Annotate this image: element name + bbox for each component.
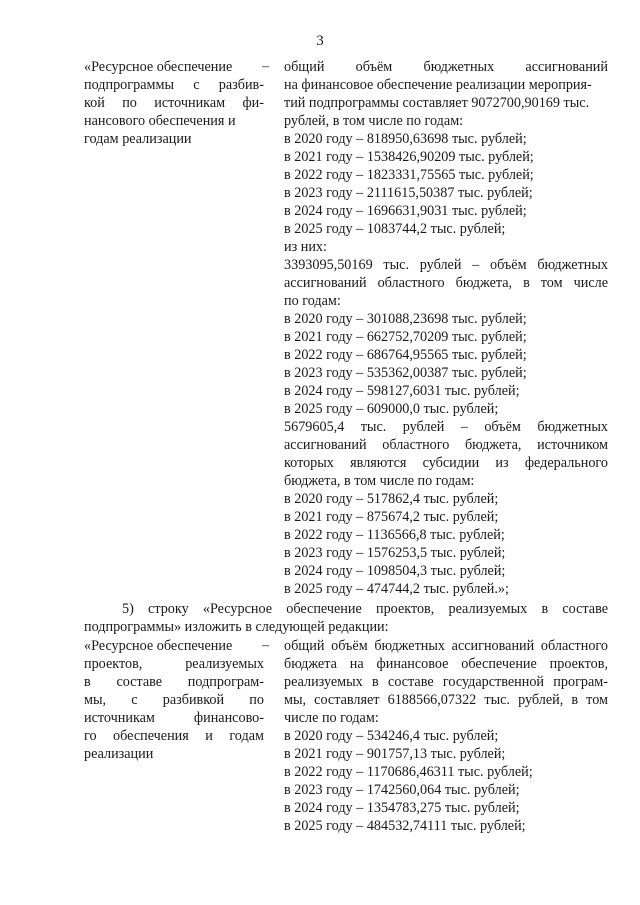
label-line: проектов, реализуемых	[84, 656, 264, 672]
year-line: в 2021 году – 662752,70209 тыс. рублей;	[284, 329, 527, 345]
separator-dash: –	[262, 638, 269, 653]
text-line: бюджета, в том числе по годам:	[284, 473, 475, 489]
text-line: на финансовое обеспечение реализации мероприя-	[284, 77, 592, 93]
year-line: в 2021 году – 901757,13 тыс. рублей;	[284, 746, 506, 762]
text-line: по годам:	[284, 293, 341, 309]
year-line: в 2020 году – 517862,4 тыс. рублей;	[284, 491, 499, 507]
text-line: которых являются субсидии из федерального	[284, 455, 608, 471]
year-line: в 2025 году – 474744,2 тыс. рублей.»;	[284, 581, 509, 597]
text-line: ассигнований областного бюджета, источником	[284, 437, 608, 453]
label-line: го обеспечения и годам	[84, 728, 264, 744]
text-line: мы, составляет 6188566,07322 тыс. рублей, в том	[284, 692, 608, 708]
year-line: в 2020 году – 534246,4 тыс. рублей;	[284, 728, 499, 744]
year-line: в 2021 году – 875674,2 тыс. рублей;	[284, 509, 499, 525]
paragraph-line: подпрограммы» изложить в следующей редакции:	[84, 619, 389, 635]
projects-resources-text	[284, 637, 608, 835]
label-line: «Ресурсное обеспечение	[84, 59, 233, 75]
year-line: в 2021 году – 1538426,90209 тыс. рублей;	[284, 149, 534, 165]
paragraph-5	[84, 600, 608, 636]
year-line: в 2025 году – 1083744,2 тыс. рублей;	[284, 221, 506, 237]
separator-dash: –	[262, 59, 269, 74]
year-line: в 2022 году – 686764,95565 тыс. рублей;	[284, 347, 527, 363]
label-line: подпрограммы с разбив-	[84, 77, 264, 93]
year-line: в 2024 году – 1696631,9031 тыс. рублей;	[284, 203, 527, 219]
text-line: тий подпрограммы составляет 9072700,90169 тыс.	[284, 95, 590, 111]
year-line: в 2025 году – 484532,74111 тыс. рублей;	[284, 818, 526, 834]
text-line: бюджета на финансовое обеспечение проектов,	[284, 656, 608, 672]
label-line: реализации	[84, 746, 154, 762]
text-line: 3393095,50169 тыс. рублей – объём бюджетных	[284, 257, 608, 273]
label-line: кой по источникам фи-	[84, 95, 264, 111]
text-line: ассигнований областного бюджета, в том числе	[284, 275, 608, 291]
year-line: в 2020 году – 301088,23698 тыс. рублей;	[284, 311, 527, 327]
subprogram-resources-label	[84, 58, 264, 148]
text-line: числе по годам:	[284, 710, 379, 726]
label-line: годам реализации	[84, 131, 192, 147]
text-line: общий объём бюджетных ассигнований областного	[284, 638, 608, 654]
text-line: рублей, в том числе по годам:	[284, 113, 464, 129]
year-line: в 2024 году – 1354783,275 тыс. рублей;	[284, 800, 520, 816]
year-line: в 2022 году – 1823331,75565 тыс. рублей;	[284, 167, 534, 183]
year-line: в 2024 году – 1098504,3 тыс. рублей;	[284, 563, 506, 579]
label-line: мы, с разбивкой по	[84, 692, 264, 708]
year-line: в 2023 году – 1742560,064 тыс. рублей;	[284, 782, 520, 798]
projects-resources-label	[84, 637, 264, 763]
year-line: в 2024 году – 598127,6031 тыс. рублей;	[284, 383, 520, 399]
paragraph-line: 5) строку «Ресурсное обеспечение проектов, реализуемых в составе	[122, 601, 608, 617]
label-line: нансового обеспечения и	[84, 113, 236, 129]
subprogram-resources-text	[284, 58, 608, 598]
page-number: 3	[316, 33, 324, 49]
year-line: в 2023 году – 1576253,5 тыс. рублей;	[284, 545, 506, 561]
year-line: в 2022 году – 1170686,46311 тыс. рублей;	[284, 764, 533, 780]
text-line: 5679605,4 тыс. рублей – объём бюджетных	[284, 419, 608, 435]
text-line: из них:	[284, 239, 327, 255]
year-line: в 2023 году – 2111615,50387 тыс. рублей;	[284, 185, 533, 201]
text-line: общий объём бюджетных ассигнований	[284, 59, 608, 75]
label-line: в составе подпрограм-	[84, 674, 264, 690]
year-line: в 2022 году – 1136566,8 тыс. рублей;	[284, 527, 505, 543]
year-line: в 2025 году – 609000,0 тыс. рублей;	[284, 401, 499, 417]
text-line: реализуемых в составе государственной програм-	[284, 674, 608, 690]
label-line: «Ресурсное обеспечение	[84, 638, 233, 654]
year-line: в 2023 году – 535362,00387 тыс. рублей;	[284, 365, 527, 381]
label-line: источникам финансово-	[84, 710, 264, 726]
year-line: в 2020 году – 818950,63698 тыс. рублей;	[284, 131, 527, 147]
